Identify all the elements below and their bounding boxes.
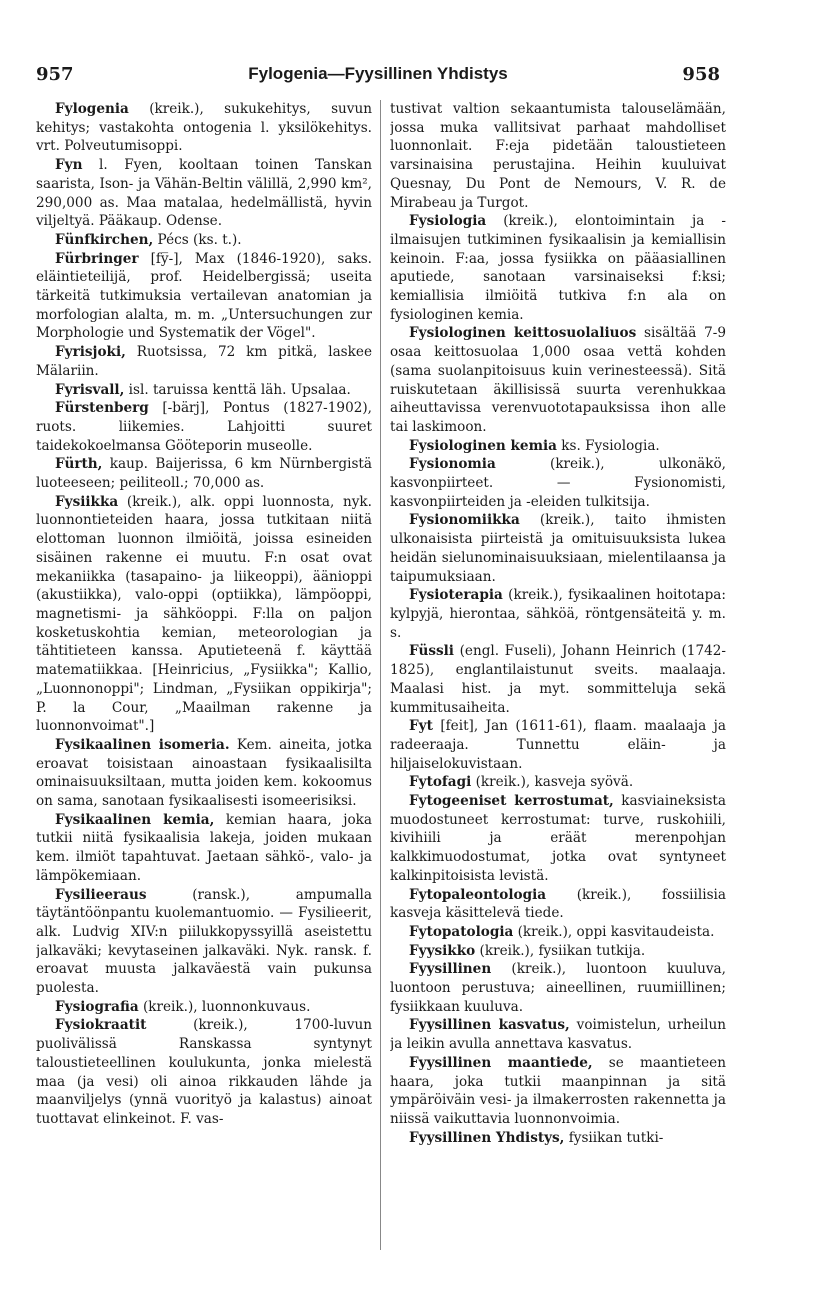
entry: [390, 923, 726, 942]
entry-headword: Fyrisjoki,: [55, 344, 126, 361]
entry-text: (kreik.), kasveja syövä.: [471, 774, 634, 791]
entry: [36, 343, 372, 380]
entry: [36, 886, 372, 998]
entry: [390, 324, 726, 436]
entry: [36, 998, 372, 1017]
entry: [36, 736, 372, 811]
entry-headword: Fysionomiikka: [409, 512, 520, 529]
entry: [36, 399, 372, 455]
entry-text: isl. taruissa kenttä läh. Upsalaa.: [124, 381, 351, 398]
entry: [390, 792, 726, 886]
entry-headword: Fyysillinen: [409, 961, 492, 978]
entry-headword: Füssli: [409, 643, 454, 660]
entry: [390, 1129, 726, 1148]
entry: [390, 1016, 726, 1053]
entry-text: ks. Fysiologia.: [556, 437, 660, 454]
entry-text: Kem. aineita, jotka eroavat toisistaan ainoastaan fysikaalisilta ominaisuuksiltaan, mutta joiden kem. kokoomus on sama, sanotaan fysikaalisesti isomeerisiksi.: [36, 736, 372, 810]
entry-headword: Fürth,: [55, 456, 103, 473]
entry-headword: Fysioterapia: [409, 587, 503, 604]
entry-headword: Fytopatologia: [409, 923, 514, 940]
entry-headword: Fyn: [55, 157, 83, 174]
entry-text: (kreik.), fysiikan tutkija.: [475, 942, 646, 959]
entry-headword: Fürstenberg: [55, 400, 149, 417]
entry-text: (kreik.), elontoimintain ja -ilmaisujen tutkiminen fysikaalisin ja kemiallisin keinoin. F:aa, jossa fysiikka on pääasiallinen aputiede, sanotaan varsinaiseksi f:ksi; kemiallisia ilmiöitä tutkiva f:n ala on fysiologinen kemia.: [390, 213, 726, 323]
entry: [36, 811, 372, 886]
left-column: [36, 100, 372, 1290]
column-divider: [380, 100, 381, 1250]
entry-headword: Fylogenia: [55, 101, 129, 117]
right-page-number: 958: [682, 64, 720, 85]
entry-text: (kreik.), oppi kasvitaudeista.: [513, 923, 715, 940]
entry: [390, 960, 726, 1016]
entry-text: (kreik.), 1700-luvun puolivälissä Ranskassa syntynyt taloustieteellinen koulukunta, jonka mielestä maa (ja vesi) oli ainoa rikkauden lähde ja maanviljelys (ynnä vuorityö ja kalastus) ainoat tuottavat elinkeinot. F. vas-: [36, 1017, 372, 1127]
entry-headword: Fysiografia: [55, 998, 139, 1015]
entry-headword: Fyysikko: [409, 942, 476, 959]
entry: [390, 586, 726, 642]
entry-headword: Fytopaleontologia: [409, 886, 547, 903]
entry-text: (kreik.), fossiilisia kasveja käsittelevä tiede.: [390, 886, 726, 922]
entry: [390, 1054, 726, 1129]
entry: [36, 381, 372, 400]
entry-text: (kreik.), ulkonäkö, kasvonpiirteet. — Fysionomisti, kasvonpiirteiden ja -eleiden tulkitsija.: [390, 456, 726, 510]
entry-headword: Fytogeeniset kerrostumat,: [409, 793, 614, 810]
entry: [36, 493, 372, 736]
entry-headword: Fürbringer: [55, 250, 139, 267]
entry-headword: Fyrisvall,: [55, 381, 125, 398]
entry-headword: Fysiologinen kemia: [409, 437, 557, 454]
entry-text: (kreik.), taito ihmisten ulkonaisista piirteistä ja omituisuuksista lukea heidän sielunominaisuuksiaan, mielentilaansa ja taipumuksiaan.: [390, 512, 726, 585]
entry-headword: Fysiologinen keittosuolaliuos: [409, 325, 637, 342]
entry: [36, 156, 372, 231]
entry-headword: Fysikaalinen kemia,: [55, 811, 215, 828]
entry: [390, 942, 726, 961]
entry-headword: Fyt: [409, 718, 433, 735]
entry-text: (kreik.), luonnonkuvaus.: [138, 998, 311, 1015]
entry-text: l. Fyen, kooltaan toinen Tanskan saarista, Ison- ja Vähän-Beltin välillä, 2,990 km², 290,000 as. Maa matalaa, hedelmällistä, hyvin viljeltyä. Pääkaup. Odense.: [36, 157, 372, 230]
entry-text: se maantieteen haara, joka tutkii maanpinnan ja sitä ympäröiväin vesi- ja ilmakerrosten rakennetta ja niissä vaikuttavia luonnonvoimia.: [390, 1054, 726, 1127]
running-title: Fylogenia—Fyysillinen Yhdistys: [248, 64, 508, 83]
entry-text: kaup. Baijerissa, 6 km Nürnbergistä luoteeseen; peiliteoll.; 70,000 as.: [36, 456, 372, 492]
entry-text: [fy̅-], Max (1846-1920), saks. eläintieteilijä, prof. Heidelbergissä; useita tärkeitä tutkimuksia vertailevan anatomian ja morfologian alalta, m. m. „Untersuchungen zur Morphologie und Systematik der Vögel".: [36, 250, 372, 342]
entry-headword: Fysikaalinen isomeria.: [55, 736, 230, 753]
entry: [390, 212, 726, 324]
entry-headword: Fytofagi: [409, 774, 472, 791]
entry: [390, 642, 726, 717]
entry-text: (kreik.), sukukehitys, suvun kehitys; vastakohta ontogenia l. yksilökehitys. vrt. Polveutumisoppi.: [36, 101, 372, 155]
entry: [390, 886, 726, 923]
entry: [390, 511, 726, 586]
entry-text: (engl. Fuseli), Johann Heinrich (1742-1825), englantilaistunut sveits. maalaaja. Maalasi hist. ja myt. sommitteluja sekä kummitusaiheita.: [390, 643, 726, 716]
entry-headword: Fysiologia: [409, 213, 487, 230]
entry-text: voimistelun, urheilun ja leikin avulla annettava kasvatus.: [390, 1017, 726, 1053]
entry-text: [-bärj], Pontus (1827-1902), ruots. liikemies. Lahjoitti suuret taidekokoelmansa Gööteporin museolle.: [36, 400, 372, 454]
entry-text: sisältää 7-9 osaa keittosuolaa 1,000 osaa vettä kohden (sama suolanpitoisuus kuin verinesteessä). Sitä ruiskutetaan äkillisissä suurta verenhukkaa aiheuttavissa verenvuototapauksissa ihon alle tai laskimoon.: [390, 325, 726, 435]
entry-headword: Fyysillinen kasvatus,: [409, 1017, 570, 1034]
entry: [390, 437, 726, 456]
entry-headword: Fysiokraatit: [55, 1017, 147, 1034]
entry-text: fysiikan tutki-: [564, 1129, 664, 1146]
entry: [36, 1016, 372, 1128]
entry: [36, 250, 372, 344]
page-header: [36, 64, 720, 88]
left-page-number: 957: [36, 64, 74, 85]
entry-headword: Fünfkirchen,: [55, 231, 154, 248]
entry: [390, 455, 726, 511]
entry-headword: Fyysillinen Yhdistys,: [409, 1129, 565, 1146]
entry-text: kasviaineksista muodostuneet kerrostumat: turve, ruskohiili, kivihiili ja eräät merenpohjan kalkkimuodostumat, jotka ovat syntyneet kalkinpitoisista levistä.: [390, 793, 726, 884]
entry-text: (ransk.), ampumalla täytäntöönpantu kuolemantuomio. — Fysilieerit, alk. Ludvig XIV:n piilukkopyssyillä aseistettu jalkaväki; kevytaseinen jalkaväki. Nyk. ransk. f. eroavat muusta jalkaväestä vain pukunsa puolesta.: [36, 886, 372, 997]
entry: [36, 100, 372, 156]
entry: [36, 231, 372, 250]
entry-text: Pécs (ks. t.).: [153, 231, 242, 248]
entry: [36, 455, 372, 492]
entry-text: (kreik.), luontoon kuuluva, luontoon perustuva; aineellinen, ruumiillinen; fysiikkaan kuuluva.: [390, 961, 726, 1015]
entry-text: tustivat valtion sekaantumista talouselämään, jossa muka vallitsivat parhaat mahdolliset luonnonlait. F:eja pidetään taloustieteen varsinaisina perustajina. Heihin kuuluivat Quesnay, Du Pont de Nemours, V. R. de Mirabeau ja Turgot.: [390, 101, 726, 211]
entry-text: (kreik.), alk. oppi luonnosta, nyk. luonnontieteiden haara, jossa tutkitaan niitä elottoman luonnon ilmiöitä, joissa esineiden sisäinen rakenne ei muutu. F:n osat ovat mekaniikka (tasapaino- ja liikeoppi), äänioppi (akustiikka), valo-oppi (optiikka), lämpöoppi, magnetismi- ja sähköoppi. F:lla on paljon kosketuskohtia kemian, meteorologian ja tähtitieteen kanssa. Aputieteenä f. käyttää matematiikkaa. [Heinricius, „Fysiikka"; Kallio, „Luonnonoppi"; Lindman, „Fysiikan oppikirja"; P. la Cour, „Maailman rakenne ja luonnonvoimat".]: [36, 493, 372, 735]
entry: [390, 717, 726, 773]
entry-text: kemian haara, joka tutkii niitä fysikaalisia lakeja, joiden mukaan kem. ilmiöt tapahtuvat. Jaetaan sähkö-, valo- ja lämpökemiaan.: [36, 811, 372, 884]
entry-continuation: [390, 100, 726, 212]
entry-text: [feit], Jan (1611-61), flaam. maalaaja ja radeeraaja. Tunnettu eläin- ja hiljaiselokuvistaan.: [390, 718, 726, 772]
entry-headword: Fyysillinen maantiede,: [409, 1054, 593, 1071]
right-column: [390, 100, 726, 1290]
entry-headword: Fysilieeraus: [55, 886, 147, 903]
entry-text: (kreik.), fysikaalinen hoitotapa: kylpyjä, hierontaa, sähköä, röntgensäteitä y. m. s.: [390, 587, 726, 641]
entry-headword: Fysionomia: [409, 456, 496, 473]
entry: [390, 773, 726, 792]
entry-headword: Fysiikka: [55, 493, 119, 510]
entry-text: Ruotsissa, 72 km pitkä, laskee Mälariin.: [36, 344, 372, 379]
